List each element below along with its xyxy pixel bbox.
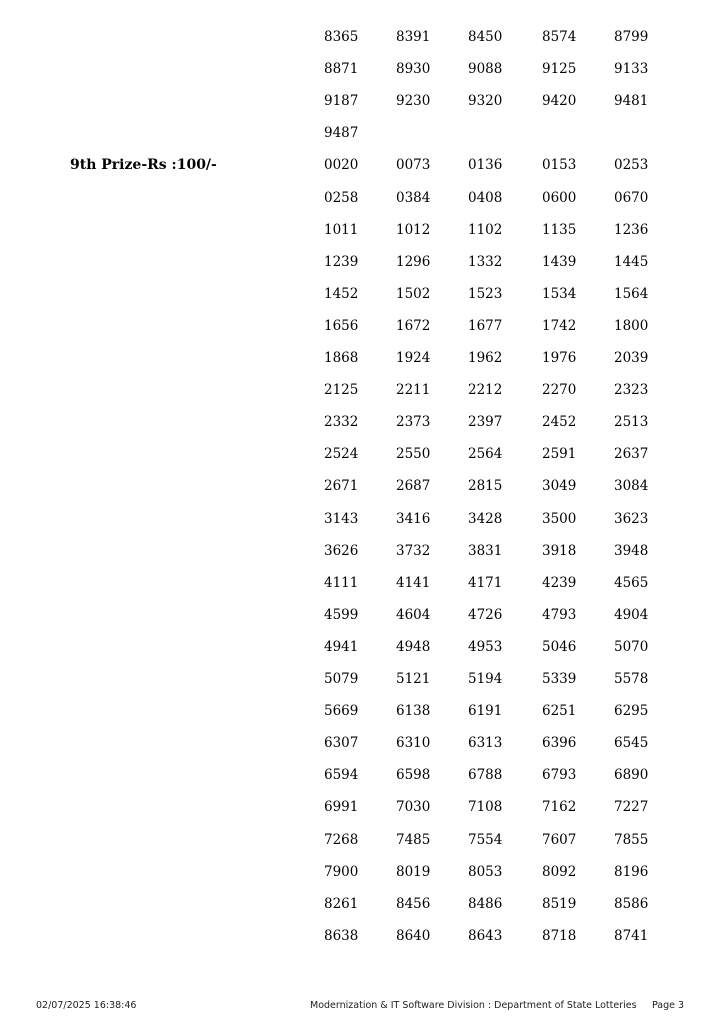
lottery-number: 1239 [324,253,359,270]
lottery-number: 7485 [396,831,431,848]
lottery-number: 9187 [324,93,359,110]
lottery-number: 1800 [614,317,649,334]
lottery-number: 9420 [542,93,577,110]
lottery-number: 3143 [324,510,359,527]
lottery-number: 8574 [542,29,577,45]
lottery-number: 4141 [396,574,431,591]
lottery-number: 8019 [396,863,431,880]
lottery-number: 1012 [396,221,431,238]
lottery-number: 6545 [614,735,649,752]
lottery-number: 0408 [468,189,503,206]
lottery-number: 6295 [614,703,649,720]
lottery-number: 1445 [614,253,649,270]
lottery-number: 6793 [542,767,577,784]
lottery-number: 2815 [468,478,503,495]
ninth-prize-number-row [0,896,724,928]
lottery-number: 5079 [324,671,359,687]
lottery-number: 6788 [468,767,503,784]
lottery-number: 8053 [468,863,503,880]
continued-number-row [0,93,724,125]
lottery-number: 4726 [468,606,503,623]
lottery-number: 6138 [396,703,431,720]
lottery-number: 4941 [324,638,359,655]
lottery-number: 2550 [396,446,431,463]
lottery-number: 3831 [468,542,503,559]
lottery-number: 7855 [614,831,649,848]
lottery-number: 1011 [324,221,359,238]
ninth-prize-number-row [0,864,724,896]
lottery-number: 1564 [614,285,649,302]
lottery-number: 2591 [542,446,577,463]
lottery-number: 4599 [324,606,359,623]
lottery-number: 8640 [396,927,431,944]
lottery-number: 4953 [468,638,503,655]
ninth-prize-number-row [0,639,724,671]
lottery-number: 0258 [324,189,359,206]
ninth-prize-number-row [0,286,724,318]
lottery-number: 6594 [324,767,359,784]
lottery-number: 5669 [324,703,359,720]
lottery-number: 7162 [542,799,577,816]
lottery-number: 8196 [614,863,649,880]
lottery-number: 8799 [614,29,649,45]
lottery-number: 2270 [542,382,577,399]
footer-page-number: Page 3 [652,1000,685,1011]
lottery-number: 4239 [542,574,577,591]
lottery-number: 8519 [542,895,577,912]
ninth-prize-number-row [0,446,724,478]
lottery-number: 2039 [614,350,649,366]
lottery-number: 3428 [468,510,503,527]
ninth-prize-number-row [0,157,724,189]
lottery-number: 2332 [324,414,359,431]
lottery-number: 6890 [614,767,649,784]
lottery-number: 5046 [542,638,577,655]
lottery-number: 3623 [614,510,649,527]
lottery-number: 1976 [542,350,577,366]
lottery-number: 8930 [396,61,431,78]
lottery-number: 9125 [542,61,577,78]
lottery-number: 2687 [396,478,431,495]
lottery-number: 9230 [396,93,431,110]
lottery-number: 2564 [468,446,503,463]
lottery-number: 0670 [614,189,649,206]
lottery-number: 9487 [324,125,359,142]
lottery-number: 3049 [542,478,577,495]
ninth-prize-number-row [0,478,724,510]
lottery-number: 6307 [324,735,359,752]
lottery-number: 8365 [324,29,359,45]
lottery-number: 5194 [468,671,503,687]
lottery-number: 3626 [324,542,359,559]
lottery-number: 2671 [324,478,359,495]
lottery-number: 1534 [542,285,577,302]
lottery-number: 8456 [396,895,431,912]
lottery-number: 0600 [542,189,577,206]
lottery-number: 4171 [468,574,503,591]
ninth-prize-number-row [0,350,724,382]
ninth-prize-number-row [0,735,724,767]
lottery-number: 2212 [468,382,503,399]
lottery-number: 3732 [396,542,431,559]
continued-number-row [0,61,724,93]
lottery-number: 5578 [614,671,649,687]
footer-division: Modernization & IT Software Division : Department of State Lotteries [310,1000,637,1011]
lottery-number: 1332 [468,253,503,270]
lottery-number: 1102 [468,221,503,238]
lottery-number: 7554 [468,831,503,848]
lottery-number: 1135 [542,221,577,238]
lottery-number: 9320 [468,93,503,110]
lottery-number: 2524 [324,446,359,463]
lottery-number: 8261 [324,895,359,912]
lottery-number: 1962 [468,350,503,366]
lottery-number: 2323 [614,382,649,399]
lottery-number: 1742 [542,317,577,334]
lottery-number: 1502 [396,285,431,302]
lottery-number: 9133 [614,61,649,78]
lottery-number: 2211 [396,382,431,399]
ninth-prize-number-row [0,575,724,607]
lottery-number: 4111 [324,574,359,591]
lottery-number: 8391 [396,29,431,45]
ninth-prize-number-row [0,222,724,254]
lottery-number: 4604 [396,606,431,623]
lottery-number: 6313 [468,735,503,752]
lottery-number: 8643 [468,927,503,944]
lottery-number: 2452 [542,414,577,431]
lottery-number: 8586 [614,895,649,912]
lottery-number: 3918 [542,542,577,559]
lottery-number: 8871 [324,61,359,78]
ninth-prize-number-row [0,703,724,735]
lottery-number: 7900 [324,863,359,880]
lottery-number: 8638 [324,927,359,944]
ninth-prize-number-row [0,543,724,575]
lottery-number: 2125 [324,382,359,399]
lottery-number: 5339 [542,671,577,687]
lottery-number: 4793 [542,606,577,623]
lottery-number: 8741 [614,927,649,944]
ninth-prize-number-row [0,511,724,543]
lottery-number: 3416 [396,510,431,527]
lottery-number: 1868 [324,350,359,366]
lottery-number: 0136 [468,157,503,174]
lottery-number: 1439 [542,253,577,270]
lottery-number: 7607 [542,831,577,848]
lottery-number: 6396 [542,735,577,752]
lottery-number: 7268 [324,831,359,848]
continued-number-row [0,125,724,157]
ninth-prize-number-row [0,799,724,831]
lottery-number: 0073 [396,157,431,174]
lottery-number: 8718 [542,927,577,944]
lottery-number: 8092 [542,863,577,880]
lottery-number: 5121 [396,671,431,687]
lottery-number: 7227 [614,799,649,816]
lottery-number: 5070 [614,638,649,655]
lottery-number: 8486 [468,895,503,912]
lottery-number: 9088 [468,61,503,78]
ninth-prize-number-row [0,607,724,639]
lottery-number: 2513 [614,414,649,431]
lottery-number: 0020 [324,157,359,174]
lottery-number: 6310 [396,735,431,752]
lottery-number: 2397 [468,414,503,431]
lottery-number: 0153 [542,157,577,174]
lottery-number: 6598 [396,767,431,784]
footer-timestamp: 02/07/2025 16:38:46 [36,1000,137,1011]
lottery-number: 4565 [614,574,649,591]
ninth-prize-number-row [0,671,724,703]
lottery-number: 3948 [614,542,649,559]
lottery-number: 1236 [614,221,649,238]
lottery-number: 6991 [324,799,359,816]
ninth-prize-number-row [0,318,724,350]
lottery-number: 9481 [614,93,649,110]
lottery-number: 3500 [542,510,577,527]
ninth-prize-number-row [0,382,724,414]
lottery-number: 6251 [542,703,577,720]
lottery-number: 1672 [396,317,431,334]
lottery-number: 6191 [468,703,503,720]
lottery-number: 1924 [396,350,431,366]
lottery-number: 4904 [614,606,649,623]
lottery-number: 1296 [396,253,431,270]
continued-number-row [0,29,724,61]
ninth-prize-number-row [0,414,724,446]
page-footer [0,1000,724,1014]
lottery-number: 7108 [468,799,503,816]
lottery-number: 3084 [614,478,649,495]
ninth-prize-label: 9th Prize-Rs :100/- [70,157,217,173]
lottery-number: 0384 [396,189,431,206]
lottery-number: 1677 [468,317,503,334]
ninth-prize-number-row [0,767,724,799]
lottery-number: 8450 [468,29,503,45]
ninth-prize-number-row [0,254,724,286]
lottery-number: 1656 [324,317,359,334]
lottery-number: 2637 [614,446,649,463]
ninth-prize-number-row [0,928,724,960]
lottery-number: 4948 [396,638,431,655]
ninth-prize-number-row [0,190,724,222]
lottery-number: 7030 [396,799,431,816]
lottery-number: 2373 [396,414,431,431]
ninth-prize-number-row [0,832,724,864]
lottery-number: 1452 [324,285,359,302]
lottery-number: 0253 [614,157,649,174]
lottery-number: 1523 [468,285,503,302]
